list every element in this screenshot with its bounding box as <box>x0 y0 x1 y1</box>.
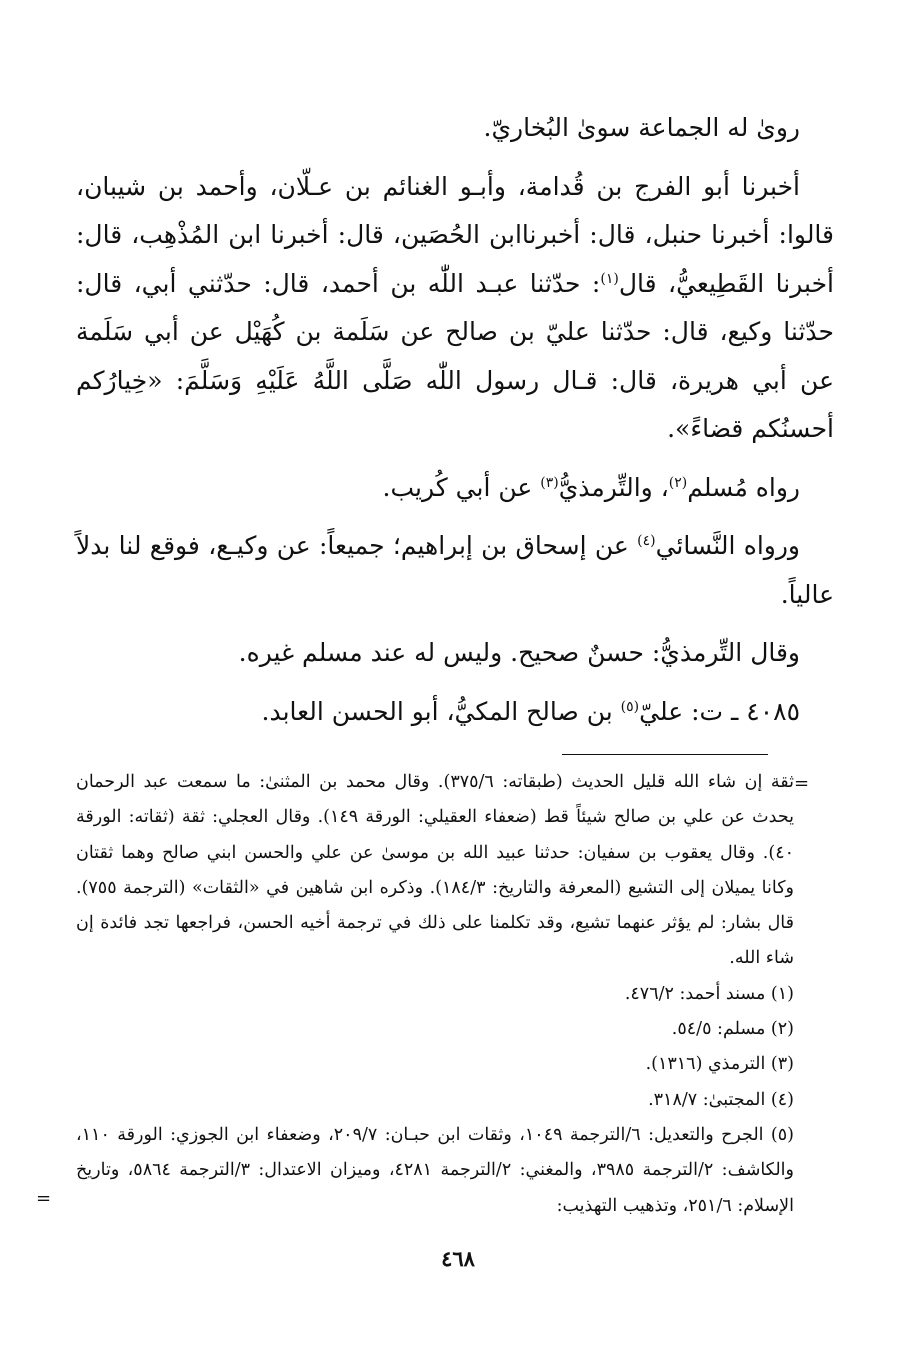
entry-heading <box>76 688 834 737</box>
paragraph-text: أخبرنا أبو الفرج بن قُدامة، وأبـو الغنائم بن عـلّان، وأحمد بن شيبان، قالوا: أخبرنا حنبل، قال: أخبرناابن الحُصَين، قال: أخبرنا ابن المُذْهِب، قال: أخبرنا القَطِيعيُّ، قال <box>76 171 834 298</box>
footnote-4: (٤) المجتبىٰ: ٣١٨/٧. <box>648 1089 794 1110</box>
footnote-5: (٥) الجرح والتعديل: ٦/الترجمة ١٠٤٩، وثقات ابن حبـان: ٢٠٩/٧، وضعفاء ابن الجوزي: الورقة ١١٠، والكاشف: ٢/الترجمة ٣٩٨٥، والمغني: ٢/الترجمة ٤٢٨١، وميزان الاعتدال: ٣/الترجمة ٥٨٦٤، وتاريخ الإسلام: ٢٥١/٦، وتذهيب التهذيب: <box>76 1124 794 1216</box>
footnotes <box>76 765 794 1224</box>
paragraph-isnad <box>76 163 834 454</box>
paragraph-text: رواه مُسلم <box>687 472 800 502</box>
paragraph-tirmidhi <box>76 629 834 678</box>
footnote-ref-1[interactable]: (١) <box>600 270 619 287</box>
footnote-2: (٢) مسلم: ٥٤/٥. <box>671 1019 794 1040</box>
continuation-mark-top: = <box>794 773 810 794</box>
paragraph-text: وقال التِّرمذيُّ: حسنٌ صحيح. وليس له عند مسلم غيره. <box>238 638 800 667</box>
paragraph-text: ، والتِّرمذيُّ <box>558 472 669 502</box>
paragraph-nasai <box>76 522 834 619</box>
footnote-3: (٣) الترمذي (١٣١٦). <box>645 1054 794 1075</box>
main-text <box>76 104 834 746</box>
paragraph-narrated-by <box>76 464 834 513</box>
entry-heading-text: بن صالح المكيُّ، أبو الحسن العابد. <box>261 696 621 726</box>
paragraph-text: عن أبي كُريب. <box>382 472 541 502</box>
footnote-ref-5[interactable]: (٥) <box>620 698 640 715</box>
paragraph-text: روىٰ له الجماعة سوىٰ البُخاريّ. <box>483 113 800 142</box>
footnote-divider <box>562 754 768 755</box>
paragraph-narrators <box>76 104 834 153</box>
paragraph-text: : حدّثنا عبـد اللّٰه بن أحمد، قال: حدّثني أبي، قال: حدّثنا وكيع، قال: حدّثنا عليّ بن صالح عن سَلَمة بن كُهَيْل عن أبي سَلَمة عن أبي هريرة، قال: قـال رسول اللّٰه صَلَّى اللَّهُ عَلَيْهِ وَسَلَّمَ: «خِيارُكم أحسنُكم قضاءً». <box>76 268 834 443</box>
footnote-continued: ثقة إن شاء الله قليل الحديث (طبقاته: ٣٧٥/٦). وقال محمد بن المثنىٰ: ما سمعت عبد الرحمان يحدث عن علي بن صالح شيئاً قط (ضعفاء العقيلي: الورقة ١٤٩). وقال العجلي: ثقة (ثقاته: الورقة ٤٠). وقال يعقوب بن سفيان: حدثنا عبيد الله بن موسىٰ عن علي والحسن ابني صالح وهما ثقتان وكانا يميلان إلى التشيع (المعرفة والتاريخ: ١٨٤/٣). وذكره ابن شاهين في «الثقات» (الترجمة ٧٥٥). قال بشار: لم يؤثر عنهما تشيع، وقد تكلمنا على ذلك في ترجمة أخيه الحسن، فراجعها تجد فائدة إن شاء الله. <box>76 772 794 969</box>
page-number: ٤٦٨ <box>441 1246 475 1271</box>
footnote-1: (١) مسند أحمد: ٤٧٦/٢. <box>624 983 794 1004</box>
entry-heading-text: ٤٠٨٥ ـ ت: عليّ <box>639 696 800 726</box>
paragraph-text: عن إسحاق بن إبراهيم؛ جميعاً: عن وكيـع، فوقع لنا بدلاً عالياً. <box>76 531 834 609</box>
continuation-mark-bottom: = <box>36 1188 52 1209</box>
footnote-ref-4[interactable]: (٤) <box>637 533 656 549</box>
footnote-ref-3[interactable]: (٣) <box>540 474 559 491</box>
footnote-ref-2[interactable]: (٢) <box>668 474 688 491</box>
paragraph-text: ورواه النَّسائي <box>655 531 800 560</box>
